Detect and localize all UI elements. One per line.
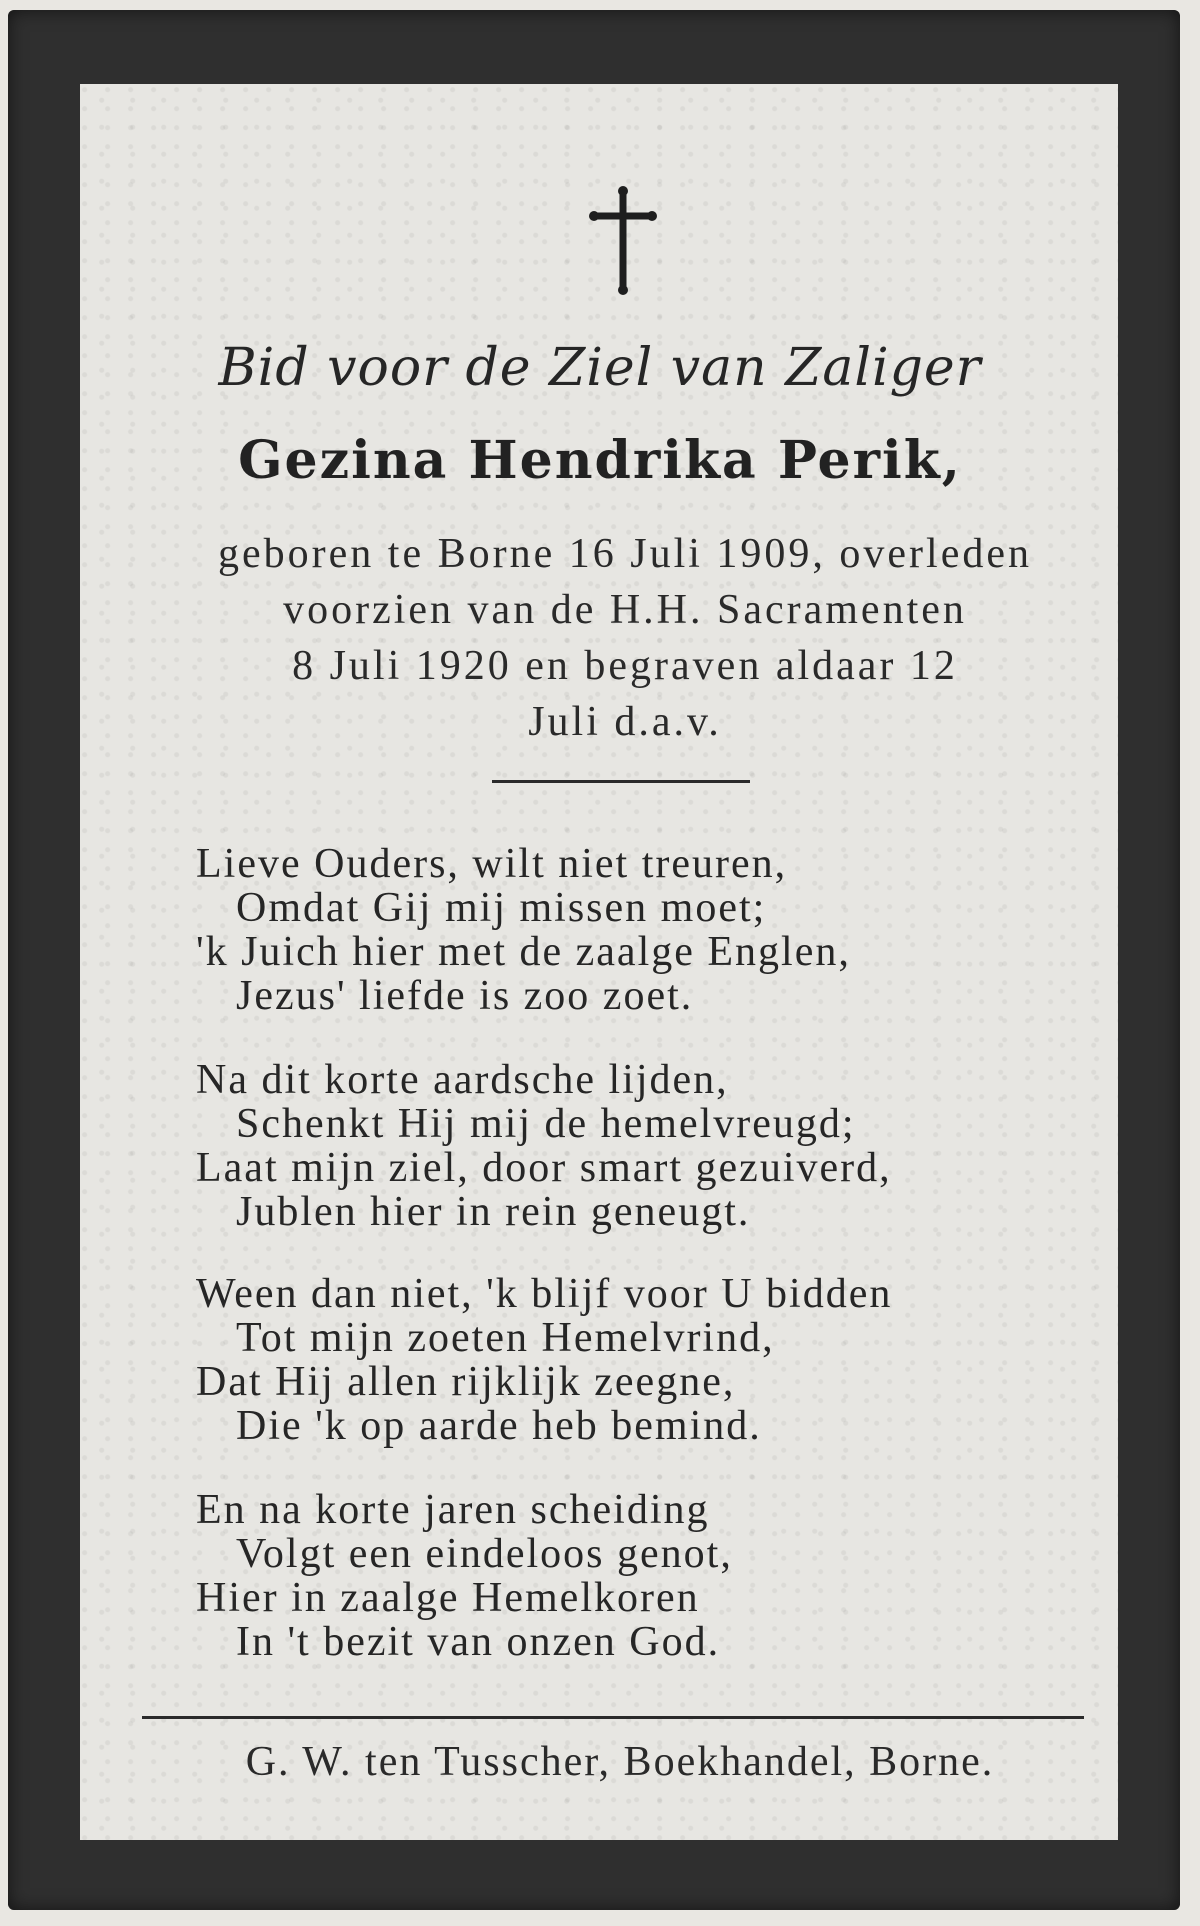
poem-line: Jublen hier in rein geneugt. — [236, 1189, 751, 1235]
poem-line: Omdat Gij mij missen moet; — [236, 885, 767, 931]
poem-line: 'k Juich hier met de zaalge Englen, — [196, 929, 851, 975]
poem-line: Hier in zaalge Hemelkoren — [196, 1575, 700, 1621]
bio-line: geboren te Borne 16 Juli 1909, overleden — [218, 531, 1032, 577]
poem-line: Dat Hij allen rijklijk zeegne, — [196, 1359, 736, 1405]
poem-line: Die 'k op aarde heb bemind. — [236, 1403, 762, 1449]
poem-line: Jezus' liefde is zoo zoet. — [236, 973, 694, 1019]
cross-icon — [588, 186, 658, 296]
bio-line: Juli d.a.v. — [528, 699, 722, 745]
poem-line: Tot mijn zoeten Hemelvrind, — [236, 1315, 775, 1361]
poem-line: Schenkt Hij mij de hemelvreugd; — [236, 1101, 856, 1147]
bio-line: voorzien van de H.H. Sacramenten — [283, 587, 967, 633]
poem-line: En na korte jaren scheiding — [196, 1487, 710, 1533]
poem-line: Lieve Ouders, wilt niet treuren, — [196, 841, 788, 887]
deceased-name: Gezina Hendrika Perik, — [238, 430, 962, 491]
divider-rule — [492, 780, 750, 783]
poem-line: Laat mijn ziel, door smart gezuiverd, — [196, 1145, 892, 1191]
poem-line: Ween dan niet, 'k blijf voor U bidden — [196, 1271, 893, 1317]
poem-line: Volgt een eindeloos genot, — [236, 1531, 733, 1577]
publisher-imprint: G. W. ten Tusscher, Boekhandel, Borne. — [245, 1739, 995, 1785]
bio-line: 8 Juli 1920 en begraven aldaar 12 — [292, 643, 958, 689]
prayer-heading: Bid voor de Ziel van Zaliger — [218, 338, 982, 398]
footer-rule — [142, 1716, 1084, 1719]
poem-line: In 't bezit van onzen God. — [236, 1619, 721, 1665]
poem-line: Na dit korte aardsche lijden, — [196, 1057, 729, 1103]
